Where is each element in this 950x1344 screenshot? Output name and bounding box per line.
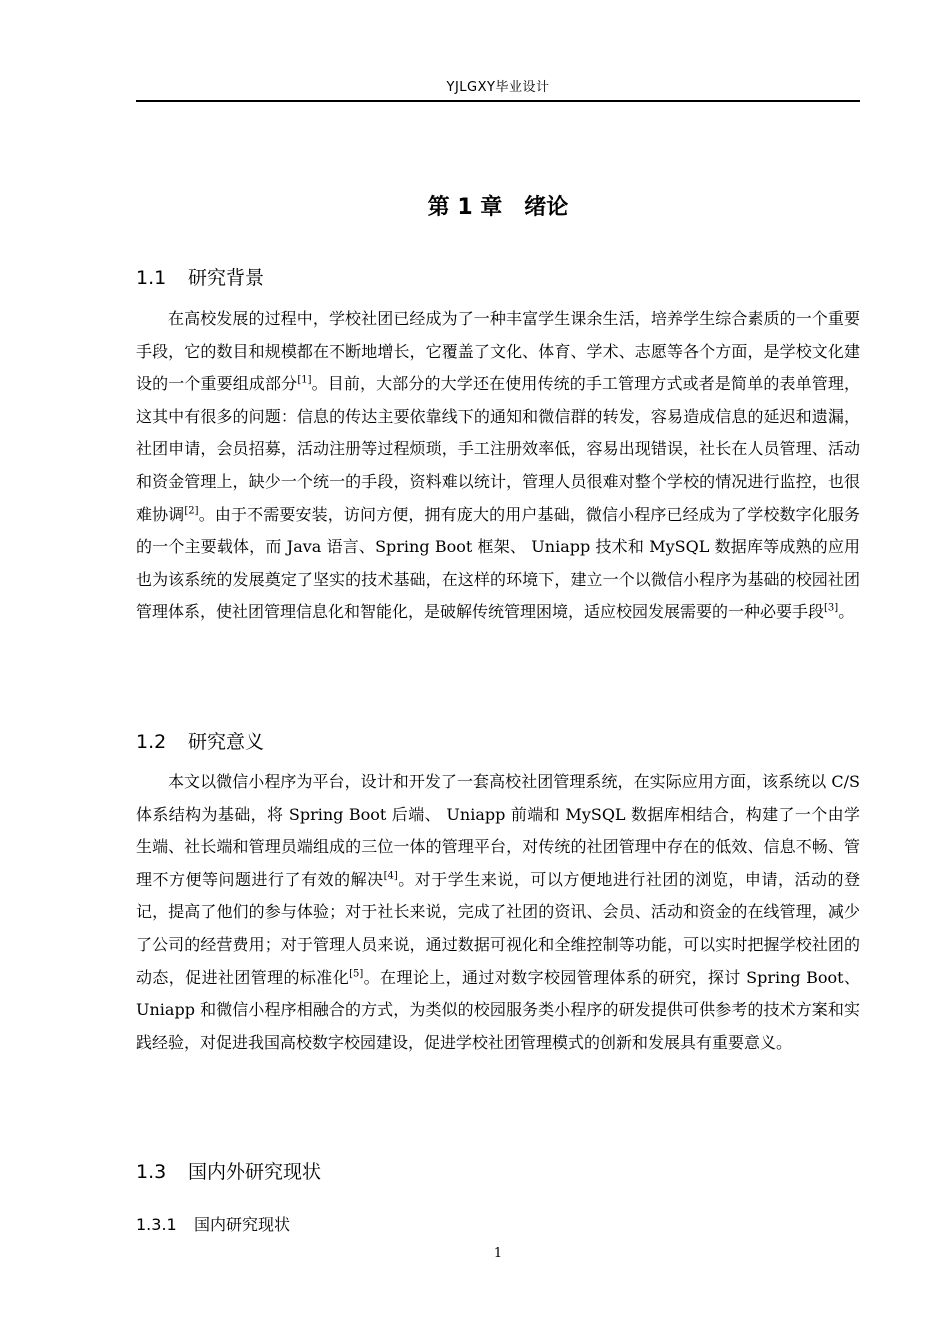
- section-title-text: 研究意义: [188, 731, 265, 753]
- paragraph-text: 。由于不需要安装，访问方便，拥有庞大的用户基础，微信小程序已经成为了学校数字化服务的一个主要载体，而 Java 语言、Spring Boot 框架、 Uniapp 技术和 MySQL 数据库等成熟的应用也为该系统的发展奠定了坚实的技术基础，在这样的环境下，建立一个以微信小程序为基础的校园社团管理体系，使社团管理信息化和智能化，是破解传统管理困境，适应校园发展需要的一种必要手段: [136, 504, 860, 622]
- section-number: 1.3: [136, 1161, 167, 1183]
- section-heading-1-2: [136, 727, 264, 754]
- subsection-heading-1-3-1: [136, 1212, 290, 1235]
- paragraph-significance: [136, 766, 860, 1059]
- citation: [3]: [824, 603, 839, 615]
- section-number: 1.2: [136, 731, 167, 753]
- citation: [5]: [349, 968, 364, 980]
- section-heading-1-3: [136, 1157, 321, 1184]
- section-heading-1-1: [136, 263, 264, 290]
- page-header: YJLGXY毕业设计: [446, 80, 550, 95]
- header-rule: [136, 100, 860, 102]
- subsection-number: 1.3.1: [136, 1215, 177, 1234]
- page-number: 1: [493, 1246, 503, 1261]
- section-title-text: 研究背景: [188, 267, 265, 289]
- paragraph-text: 。目前，大部分的大学还在使用传统的手工管理方式或者是简单的表单管理，这其中有很多的问题：信息的传达主要依靠线下的通知和微信群的转发，容易造成信息的延迟和遗漏，社团申请，会员招募，活动注册等过程烦琐，手工注册效率低，容易出现错误，社长在人员管理、活动和资金管理上，缺少一个统一的手段，资料难以统计，管理人员很难对整个学校的情况进行监控，也很难协调: [136, 374, 860, 524]
- paragraph-text: 。在理论上，通过对数字校园管理体系的研究，探讨 Spring Boot、 Uniapp 和微信小程序相融合的方式，为类似的校园服务类小程序的研发提供可供参考的技术方案和实践经验，对促进我国高校数字校园建设，促进学校社团管理模式的创新和发展具有重要意义。: [136, 967, 860, 1052]
- citation: [2]: [184, 505, 199, 517]
- paragraph-text: 本文以微信小程序为平台，设计和开发了一套高校社团管理系统，在实际应用方面，该系统以 C/S 体系结构为基础，将 Spring Boot 后端、 Uniapp 前端和 MySQL 数据库相结合，构建了一个由学生端、社长端和管理员端组成的三位一体的管理平台，对传统的社团管理中存在的低效、信息不畅、管理不方便等问题进行了有效的解决: [136, 772, 860, 889]
- section-number: 1.1: [136, 267, 167, 289]
- citation: [4]: [383, 870, 398, 882]
- paragraph-text: 。: [838, 602, 855, 622]
- chapter-title: 第 1 章 绪论: [427, 195, 569, 220]
- paragraph-background: [136, 303, 860, 629]
- subsection-title-text: 国内研究现状: [194, 1215, 291, 1234]
- paragraph-text: 在高校发展的过程中，学校社团已经成为了一种丰富学生课余生活，培养学生综合素质的一个重要手段，它的数目和规模都在不断地增长，它覆盖了文化、体育、学术、志愿等各个方面，是学校文化建设的一个重要组成部分: [136, 309, 860, 394]
- citation: [1]: [297, 374, 312, 386]
- section-title-text: 国内外研究现状: [188, 1161, 322, 1183]
- paragraph-text: 。对于学生来说，可以方便地进行社团的浏览，申请，活动的登记，提高了他们的参与体验；对于社长来说，完成了社团的资讯、会员、活动和资金的在线管理，减少了公司的经营费用；对于管理人员来说，通过数据可视化和全维控制等功能，可以实时把握学校社团的动态，促进社团管理的标准化: [136, 869, 860, 987]
